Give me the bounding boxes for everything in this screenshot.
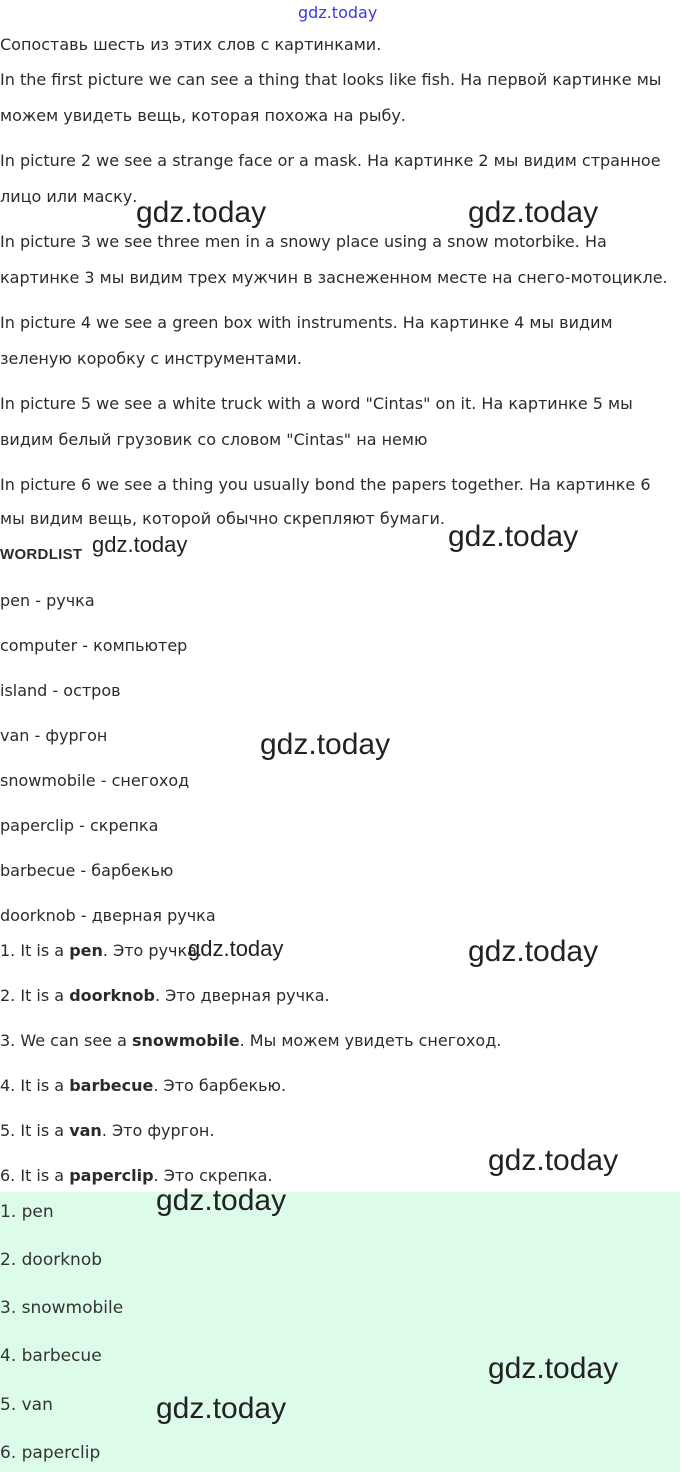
wordlist-item: barbecue - барбекью [0,861,174,880]
wordlist-item: island - остров [0,681,121,700]
description-6-line-1: In picture 6 we see a thing you usually bond the papers together. На картинке 6 [0,475,651,494]
sentence-3: 3. We can see a snowmobile. Мы можем увидеть снегоход. [0,1031,502,1050]
sentence-1: 1. It is a pen. Это ручка. [0,941,203,960]
description-3-line-2: картинке 3 мы видим трех мужчин в заснеженном месте на снего-мотоцикле. [0,268,668,287]
watermark: gdz.today [156,1184,287,1217]
description-5-line-2: видим белый грузовик со словом "Cintas" на немю [0,430,428,449]
answer-item: 4. barbecue [0,1346,102,1366]
answer-item: 3. snowmobile [0,1298,124,1318]
description-1-line-1: In the first picture we can see a thing that looks like fish. На первой картинке мы [0,70,662,89]
description-4-line-2: зеленую коробку с инструментами. [0,349,302,368]
intro-text: Сопоставь шесть из этих слов с картинками. [0,35,382,54]
answer-item: 1. pen [0,1202,54,1222]
answer-item: 5. van [0,1395,53,1415]
description-3-line-1: In picture 3 we see three men in a snowy place using a snow motorbike. На [0,232,607,251]
wordlist-item: snowmobile - снегоход [0,771,190,790]
watermark: gdz.today [468,196,599,229]
watermark: gdz.today [488,1144,619,1177]
answer-item: 2. doorknob [0,1250,103,1270]
description-5-line-1: In picture 5 we see a white truck with a word "Cintas" on it. На картинке 5 мы [0,394,633,413]
description-4-line-1: In picture 4 we see a green box with instruments. На картинке 4 мы видим [0,313,613,332]
wordlist-heading: WORDLIST [0,546,83,563]
description-1-line-2: можем увидеть вещь, которая похожа на рыбу. [0,106,406,125]
watermark: gdz.today [468,935,599,968]
watermark: gdz.today [136,196,267,229]
wordlist-item: paperclip - скрепка [0,816,159,835]
description-2-line-2: лицо или маску. [0,187,138,206]
header-site-link[interactable]: gdz.today [298,3,378,22]
wordlist-item: pen - ручка [0,591,95,610]
sentence-2: 2. It is a doorknob. Это дверная ручка. [0,986,330,1005]
sentence-6: 6. It is a paperclip. Это скрепка. [0,1166,273,1185]
watermark: gdz.today [448,520,579,553]
watermark: gdz.today [488,1352,619,1385]
wordlist-item: van - фургон [0,726,108,745]
description-2-line-1: In picture 2 we see a strange face or a mask. На картинке 2 мы видим странное [0,151,661,170]
answer-item: 6. paperclip [0,1443,101,1463]
wordlist-item: doorknob - дверная ручка [0,906,216,925]
wordlist-item: computer - компьютер [0,636,188,655]
sentence-5: 5. It is a van. Это фургон. [0,1121,215,1140]
watermark: gdz.today [92,532,188,557]
sentence-4: 4. It is a barbecue. Это барбекью. [0,1076,287,1095]
watermark: gdz.today [156,1392,287,1425]
watermark: gdz.today [260,728,391,761]
description-6-line-2: мы видим вещь, которой обычно скрепляют бумаги. [0,509,445,528]
watermark: gdz.today [188,936,284,961]
answer-box [0,1192,680,1472]
